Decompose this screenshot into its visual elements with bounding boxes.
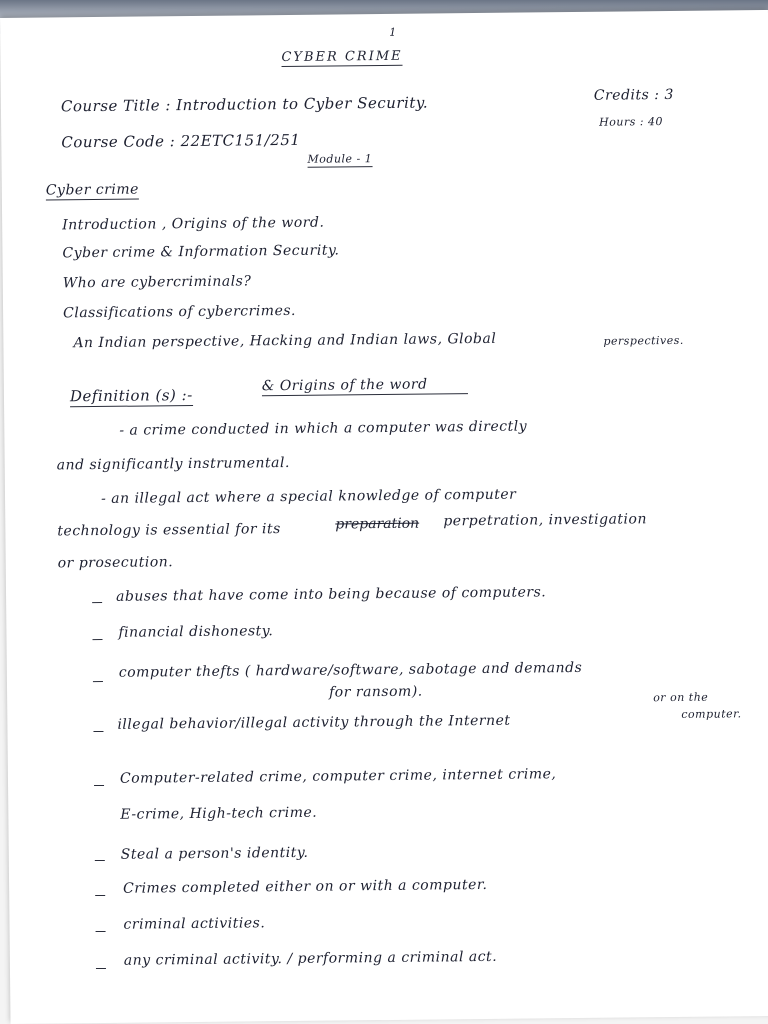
bullet-item: financial dishonesty. — [118, 623, 274, 641]
module-label: Module - 1 — [307, 152, 373, 166]
bullet-item-continuation: for ransom). — [328, 683, 423, 701]
topic-item: Introduction , Origins of the word. — [62, 214, 325, 234]
bullet-dash — [93, 681, 103, 682]
bullet-item-continuation: E-crime, High-tech crime. — [120, 804, 318, 823]
definition-line: - an illegal act where a special knowledge of computer — [100, 486, 517, 507]
bullet-item: Steal a person's identity. — [120, 844, 309, 863]
hours: Hours : 40 — [599, 115, 664, 129]
page-number: 1 — [389, 25, 397, 39]
definition-line: and significantly instrumental. — [56, 454, 290, 474]
bullet-item: Crimes completed either on or with a computer. — [123, 876, 488, 897]
section-heading-cyber-crime: Cyber crime — [45, 181, 139, 199]
course-code-line: Course Code : 22ETC151/251 — [61, 130, 301, 152]
bullet-item: criminal activities. — [123, 915, 266, 933]
bullet-dash — [93, 639, 103, 640]
bullet-dash — [92, 602, 102, 603]
topic-item: Cyber crime & Information Security. — [62, 242, 340, 262]
topic-item-continuation: perspectives. — [603, 333, 684, 348]
definition-line: or prosecution. — [57, 554, 174, 572]
bullet-item-continuation: computer. — [681, 707, 742, 721]
bullet-item: illegal behavior/illegal activity through the Internet — [117, 712, 511, 733]
bullet-dash — [95, 860, 105, 861]
course-title-line: Course Title : Introduction to Cyber Security. — [60, 93, 429, 116]
bullet-item: any criminal activity. / performing a criminal act. — [123, 948, 498, 969]
bullet-dash — [94, 785, 104, 786]
bullet-dash — [96, 931, 106, 932]
bullet-dash — [96, 968, 106, 969]
bullet-item: computer thefts ( hardware/software, sabotage and demands — [118, 659, 583, 681]
page-title: CYBER CRIME — [281, 48, 403, 66]
section-heading-origins: & Origins of the word — [262, 376, 468, 396]
definition-line: - a crime conducted in which a computer was directly — [119, 418, 528, 439]
bullet-dash — [95, 895, 105, 896]
topic-item: Classifications of cybercrimes. — [63, 302, 297, 322]
credits: Credits : 3 — [593, 86, 674, 104]
section-heading-definitions: Definition (s) :- — [69, 386, 193, 406]
topic-item: An Indian perspective, Hacking and Indian laws, Global — [73, 330, 497, 352]
definition-line: technology is essential for its — [57, 521, 281, 540]
bullet-item: Computer-related crime, computer crime, internet crime, — [119, 766, 557, 787]
bullet-item: abuses that have come into being because of computers. — [115, 584, 547, 605]
definition-line: perpetration, investigation — [443, 511, 648, 530]
bullet-item-continuation: or on the — [653, 690, 709, 705]
topic-item: Who are cybercriminals? — [62, 273, 252, 292]
bullet-dash — [93, 731, 103, 732]
notebook-page — [0, 10, 768, 1024]
struck-out-word: preparation — [335, 515, 420, 533]
